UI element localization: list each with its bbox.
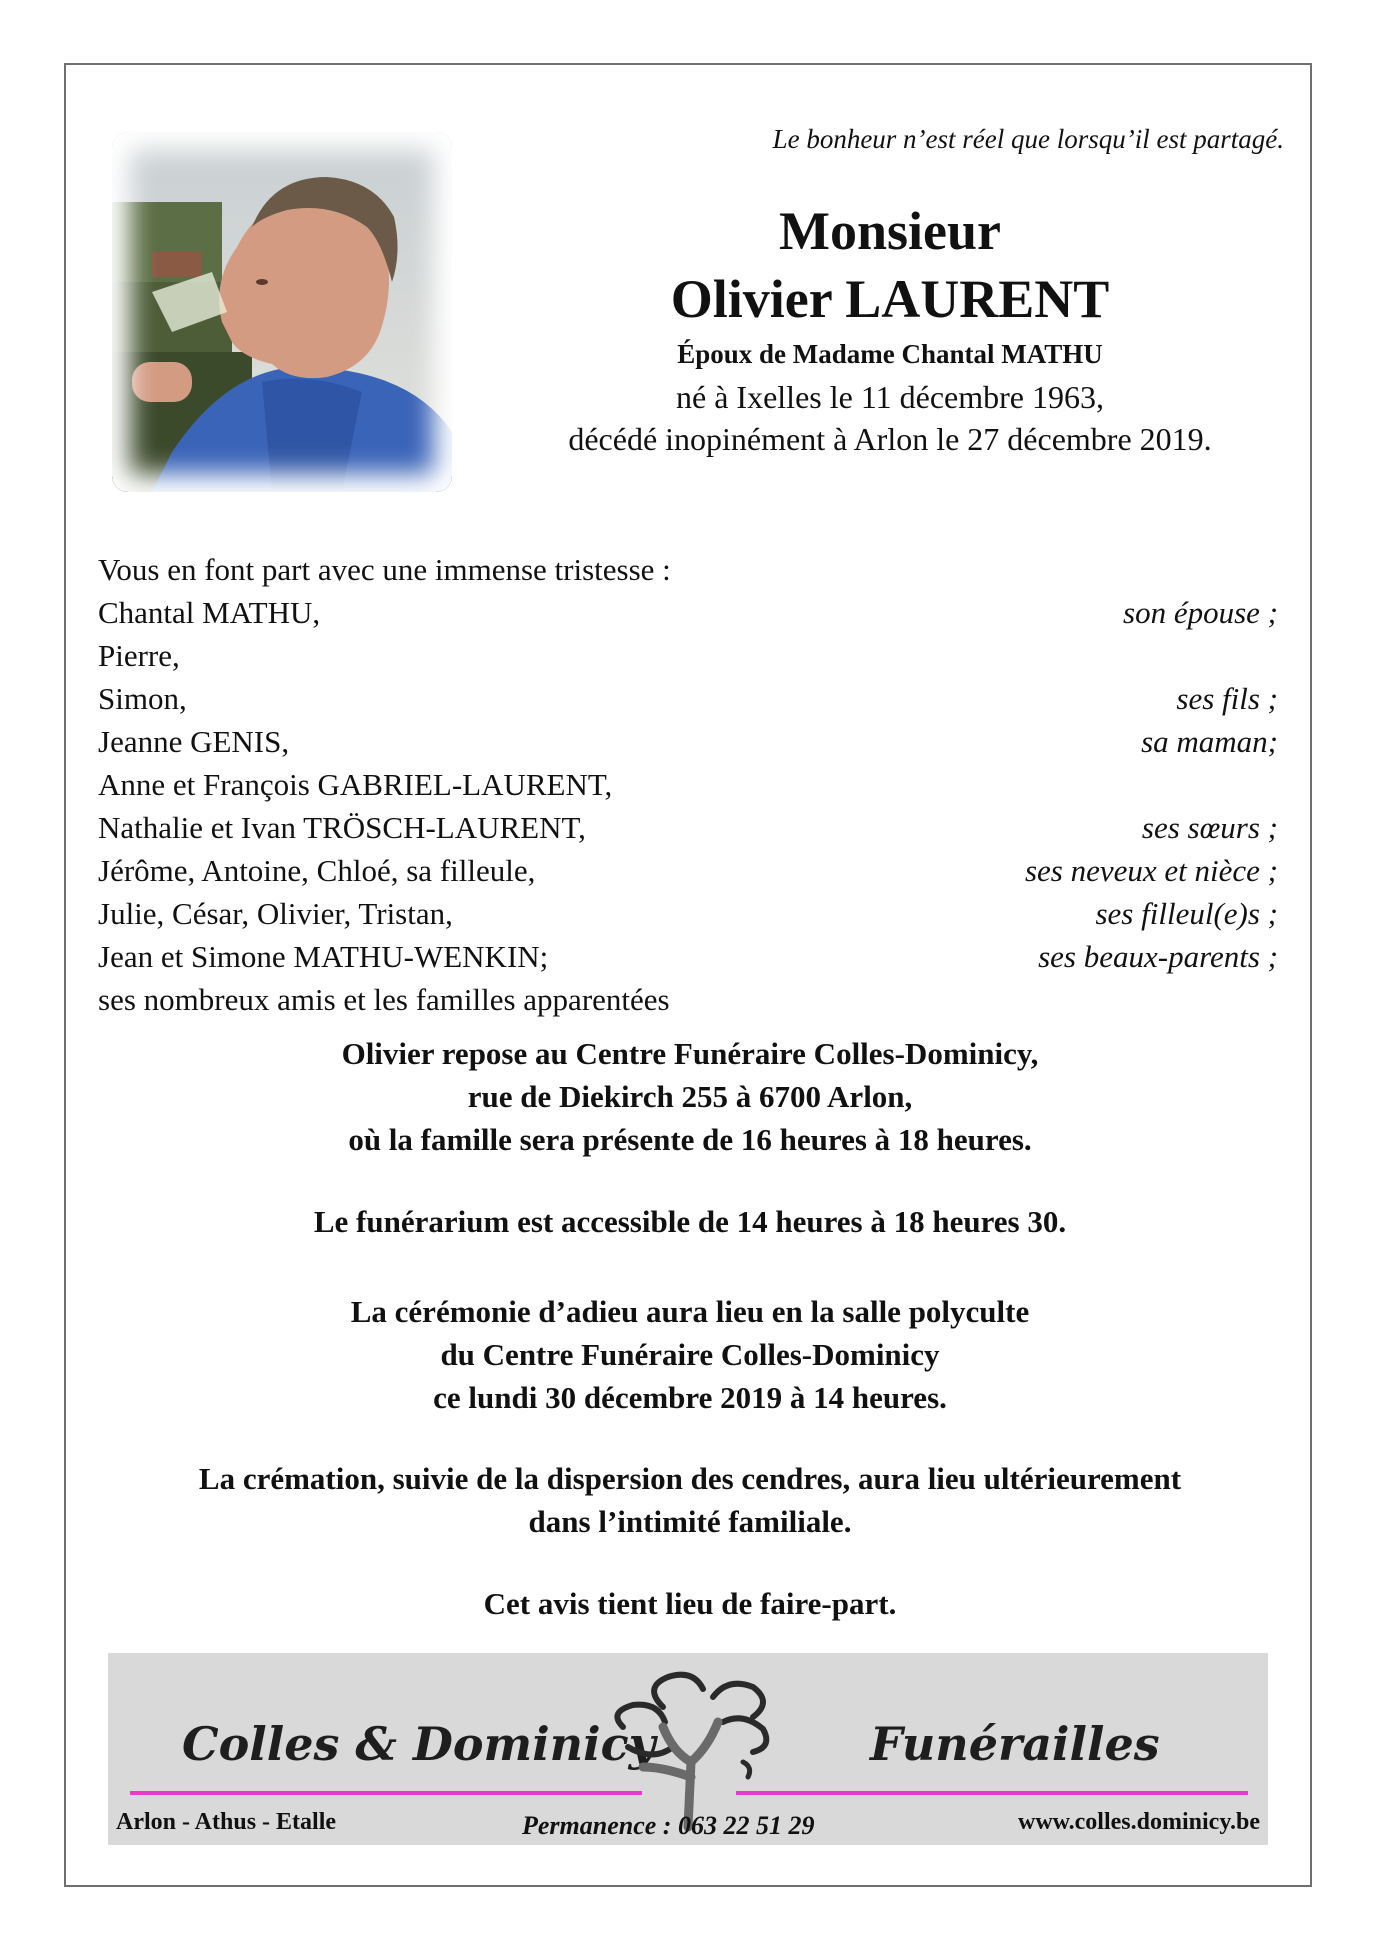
- closing-notice: [90, 1582, 1290, 1625]
- notice-line: où la famille sera présente de 16 heures à 18 heures.: [348, 1122, 1032, 1157]
- notice-line: Cet avis tient lieu de faire-part.: [483, 1586, 897, 1621]
- family-member-name: Chantal MATHU,: [98, 595, 321, 630]
- death-line: décédé inopinément à Arlon le 27 décembre 2019.: [568, 421, 1212, 457]
- accent-divider-left: [130, 1791, 642, 1795]
- notice-line: dans l’intimité familiale.: [528, 1504, 852, 1539]
- portrait-photo: [112, 132, 452, 492]
- access-notice: [90, 1200, 1290, 1243]
- family-row: [98, 677, 1278, 720]
- family-row: [98, 548, 1278, 591]
- family-row: [98, 892, 1278, 935]
- cremation-notice: [90, 1457, 1290, 1543]
- brand-name: Colles & Dominicy: [182, 1717, 656, 1771]
- family-member-name: Pierre,: [98, 638, 180, 673]
- family-row: [98, 763, 1278, 806]
- title-honorific: Monsieur: [779, 201, 1001, 261]
- notice-line: du Centre Funéraire Colles-Dominicy: [440, 1337, 940, 1372]
- family-member-name: Jeanne GENIS,: [98, 724, 290, 759]
- family-row: [98, 849, 1278, 892]
- family-list: [98, 548, 1278, 1021]
- spouse-line: Époux de Madame Chantal MATHU: [677, 339, 1103, 369]
- epigraph-quote: Le bonheur n’est réel que lorsqu’il est partagé.: [772, 124, 1284, 154]
- family-member-name: Vous en font part avec une immense tristesse :: [98, 552, 671, 587]
- family-member-name: Simon,: [98, 681, 187, 716]
- family-row: [98, 634, 1278, 677]
- family-relation: ses neveux et nièce ;: [1024, 853, 1278, 888]
- family-row: [98, 935, 1278, 978]
- website-link[interactable]: www.colles.dominicy.be: [1017, 1809, 1260, 1835]
- accent-divider-right: [736, 1791, 1248, 1795]
- family-member-name: Julie, César, Olivier, Tristan,: [98, 896, 453, 931]
- family-member-name: Nathalie et Ivan TRÖSCH-LAURENT,: [98, 810, 586, 845]
- notice-line: ce lundi 30 décembre 2019 à 14 heures.: [433, 1380, 947, 1415]
- family-relation: ses beaux-parents ;: [1038, 939, 1278, 974]
- family-row: [98, 591, 1278, 634]
- family-row: [98, 978, 1278, 1021]
- family-member-name: Jean et Simone MATHU-WENKIN;: [98, 939, 549, 974]
- funeral-home-banner: [108, 1653, 1268, 1845]
- deceased-name: Olivier LAURENT: [670, 269, 1110, 329]
- notice-line: La crémation, suivie de la dispersion des cendres, aura lieu ultérieurement: [198, 1461, 1182, 1496]
- family-relation: ses filleul(e)s ;: [1095, 896, 1278, 931]
- family-relation: sa maman;: [1141, 724, 1278, 759]
- family-member-name: ses nombreux amis et les familles apparentées: [98, 982, 670, 1017]
- notice-line: Le funérarium est accessible de 14 heures à 18 heures 30.: [313, 1204, 1067, 1239]
- family-member-name: Anne et François GABRIEL-LAURENT,: [98, 767, 613, 802]
- locations-text: Arlon - Athus - Etalle: [116, 1809, 337, 1835]
- family-member-name: Jérôme, Antoine, Chloé, sa filleule,: [98, 853, 536, 888]
- repose-notice: [90, 1032, 1290, 1161]
- family-relation: son épouse ;: [1123, 595, 1278, 630]
- family-row: [98, 806, 1278, 849]
- family-relation: ses fils ;: [1176, 681, 1278, 716]
- birth-line: né à Ixelles le 11 décembre 1963,: [676, 379, 1104, 415]
- family-relation: ses sœurs ;: [1141, 810, 1278, 845]
- notice-line: La cérémonie d’adieu aura lieu en la salle polyculte: [350, 1294, 1030, 1329]
- phone-text: Permanence : 063 22 51 29: [522, 1811, 815, 1840]
- brand-tagline: Funérailles: [870, 1717, 1160, 1771]
- notice-line: rue de Diekirch 255 à 6700 Arlon,: [467, 1079, 913, 1114]
- ceremony-notice: [90, 1290, 1290, 1419]
- notice-line: Olivier repose au Centre Funéraire Colles-Dominicy,: [341, 1036, 1039, 1071]
- family-row: [98, 720, 1278, 763]
